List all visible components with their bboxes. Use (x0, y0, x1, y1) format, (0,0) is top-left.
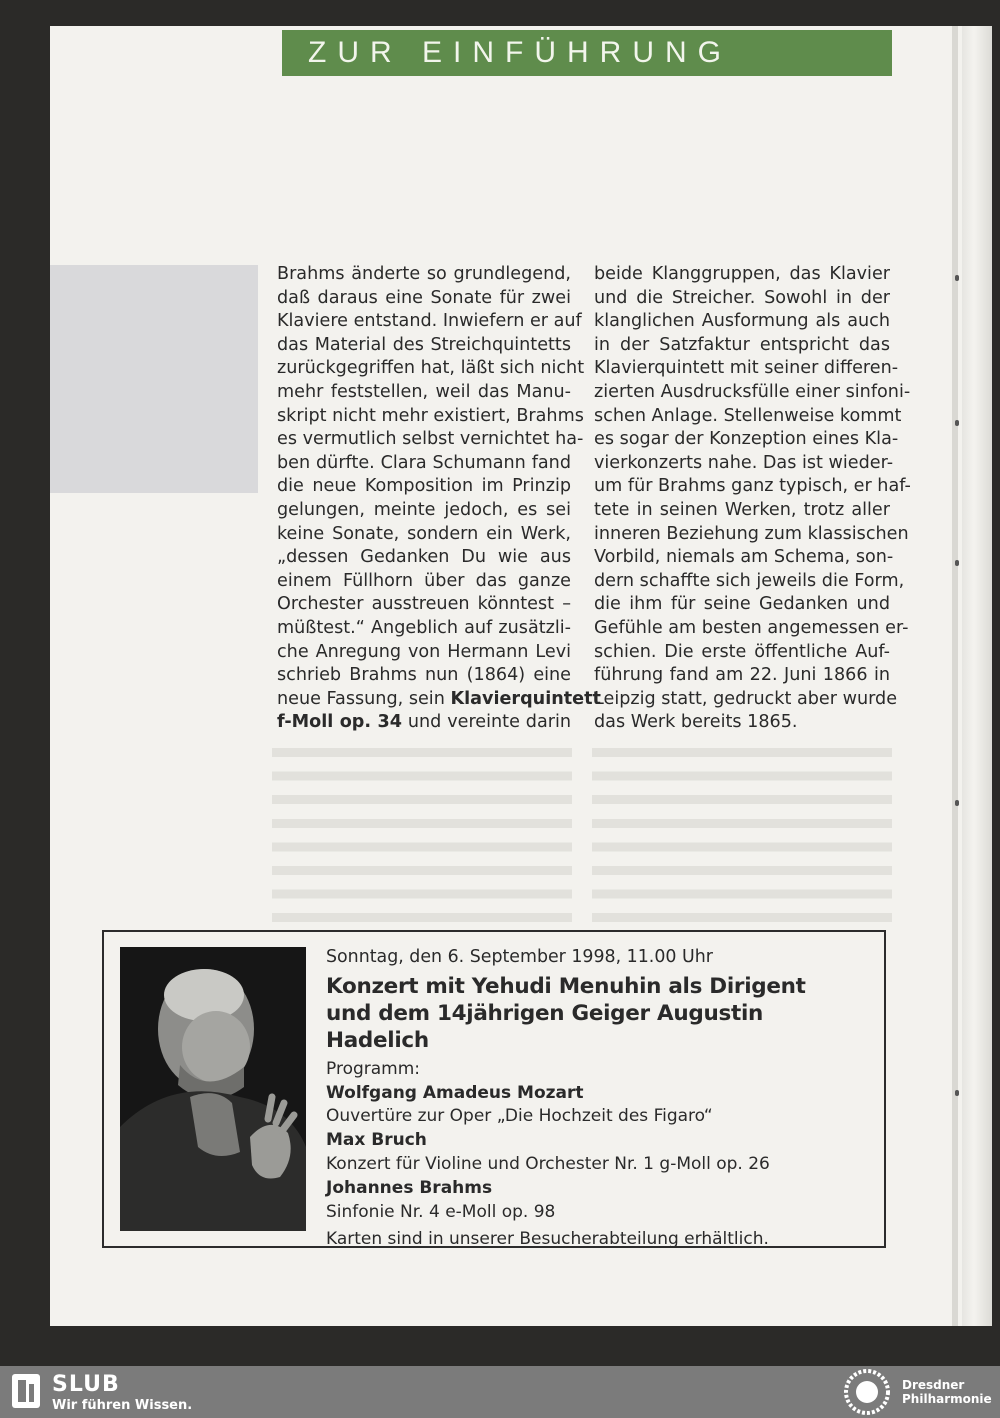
article-column-left (277, 263, 601, 735)
text-line: klanglichen Ausformung als auch (594, 311, 890, 332)
composer-name: Johannes Brahms (326, 1177, 493, 1198)
text-line: vierkonzerts nahe. Das ist wieder- (594, 452, 894, 473)
text-line: Brahms änderte so grundlegend, (277, 264, 571, 284)
philharmonie-name-line: Dresdner (902, 1378, 965, 1392)
slub-logo-icon[interactable] (12, 1374, 40, 1408)
slub-tagline: Wir führen Wissen. (52, 1398, 193, 1413)
text-line: mehr feststellen, weil das Manu- (277, 381, 571, 402)
text-line: die neue Komposition im Prinzip (277, 476, 571, 497)
text-line: beide Klanggruppen, das Klavier (594, 264, 890, 284)
bleed-through-caption (110, 505, 250, 522)
text-line: führung fand am 22. Juni 1866 in (594, 665, 890, 686)
work-title: Ouvertüre zur Oper „Die Hochzeit des Figaro“ (326, 1106, 713, 1127)
composer-name: Wolfgang Amadeus Mozart (326, 1082, 584, 1103)
text-line: che Anregung von Hermann Levi (277, 641, 571, 662)
text-line: schen Anlage. Stellenweise kommt (594, 405, 902, 426)
text-line: das Material des Streichquintetts (277, 334, 571, 355)
text-line: Vorbild, niemals am Schema, son- (594, 547, 894, 568)
philharmonie-name[interactable] (902, 1378, 992, 1406)
margin-image-placeholder (50, 265, 258, 493)
work-title-bold: Klavierquintett (450, 688, 601, 709)
article-column-right (594, 263, 911, 735)
text-line: und die Streicher. Sowohl in der (594, 287, 890, 308)
text-fragment: und vereinte darin (401, 712, 571, 733)
concert-title-line: Konzert mit Yehudi Menuhin als Dirigent (326, 973, 806, 999)
text-line: in der Satzfaktur entspricht das (594, 334, 890, 355)
show-through-texture (592, 740, 892, 930)
text-line: es vermutlich selbst vernichtet ha- (277, 429, 584, 450)
text-line: keine Sonate, sondern ein Werk, (277, 523, 571, 544)
conductor-photo (120, 947, 306, 1231)
text-line: um für Brahms ganz typisch, er haf- (594, 476, 911, 497)
concert-details (326, 946, 866, 1252)
text-line: schrieb Brahms nun (1864) eine (277, 665, 571, 686)
philharmonie-logo-icon[interactable] (842, 1368, 892, 1416)
slub-name[interactable]: SLUB (52, 1372, 120, 1397)
text-line: Klavierquintett mit seiner differen- (594, 358, 899, 379)
next-page-edge (962, 26, 992, 1326)
text-line: das Werk bereits 1865. (594, 712, 798, 733)
text-line (277, 711, 571, 735)
text-line: zurückgegriffen hat, läßt sich nicht (277, 358, 585, 379)
text-line: skript nicht mehr existiert, Brahms (277, 405, 584, 426)
text-line: müßtest.“ Angeblich auf zusätzli- (277, 617, 571, 638)
text-line: schien. Die erste öffentliche Auf- (594, 641, 890, 662)
text-line: gelungen, meinte jedoch, es sei (277, 499, 571, 520)
page-fold (952, 26, 958, 1326)
text-line: einem Füllhorn über das ganze (277, 570, 571, 591)
text-line: Gefühle am besten angemessen er- (594, 617, 909, 638)
text-line (277, 688, 601, 712)
text-line: zierten Ausdrucksfülle einer sinfoni- (594, 381, 911, 402)
binding-dot (955, 1090, 959, 1096)
philharmonie-name-line: Philharmonie (902, 1392, 992, 1406)
text-line: tete in seinen Werken, trotz aller (594, 499, 890, 520)
concert-date: Sonntag, den 6. September 1998, 11.00 Uhr (326, 947, 713, 967)
text-line: die ihm für seine Gedanken und (594, 594, 890, 615)
binding-dot (955, 420, 959, 426)
text-line: inneren Beziehung zum klassischen (594, 523, 909, 544)
viewer-footer (0, 1366, 1000, 1418)
concert-title-line: und dem 14jährigen Geiger Augustin Hadelich (326, 1000, 764, 1053)
work-title-bold: f-Moll op. 34 (277, 712, 402, 733)
work-title: Konzert für Violine und Orchester Nr. 1 g-Moll op. 26 (326, 1153, 770, 1174)
text-line: Klaviere entstand. Inwiefern er auf (277, 311, 582, 332)
concert-title (326, 973, 866, 1054)
text-fragment: neue Fassung, sein (277, 688, 451, 709)
binding-dot (955, 275, 959, 281)
binding-dot (955, 800, 959, 806)
work-title: Sinfonie Nr. 4 e-Moll op. 98 (326, 1201, 556, 1222)
text-line: „dessen Gedanken Du wie aus (277, 547, 571, 568)
section-header: ZUR EINFÜHRUNG (282, 30, 892, 76)
text-line: dern schaffte sich jeweils die Form, (594, 570, 905, 591)
show-through-texture (272, 740, 572, 930)
text-line: es sogar der Konzeption eines Kla- (594, 429, 899, 450)
text-line: Orchester ausstreuen könntest – (277, 594, 571, 615)
program-label: Programm: (326, 1058, 421, 1079)
ticket-info: Karten sind in unserer Besucherabteilung erhältlich. (326, 1229, 769, 1250)
composer-name: Max Bruch (326, 1130, 427, 1151)
text-line: ben dürfte. Clara Schumann fand (277, 452, 571, 473)
binding-dot (955, 560, 959, 566)
portrait-illustration (120, 947, 306, 1231)
text-line: Leipzig statt, gedruckt aber wurde (594, 688, 898, 709)
text-line: daß daraus eine Sonate für zwei (277, 287, 571, 308)
